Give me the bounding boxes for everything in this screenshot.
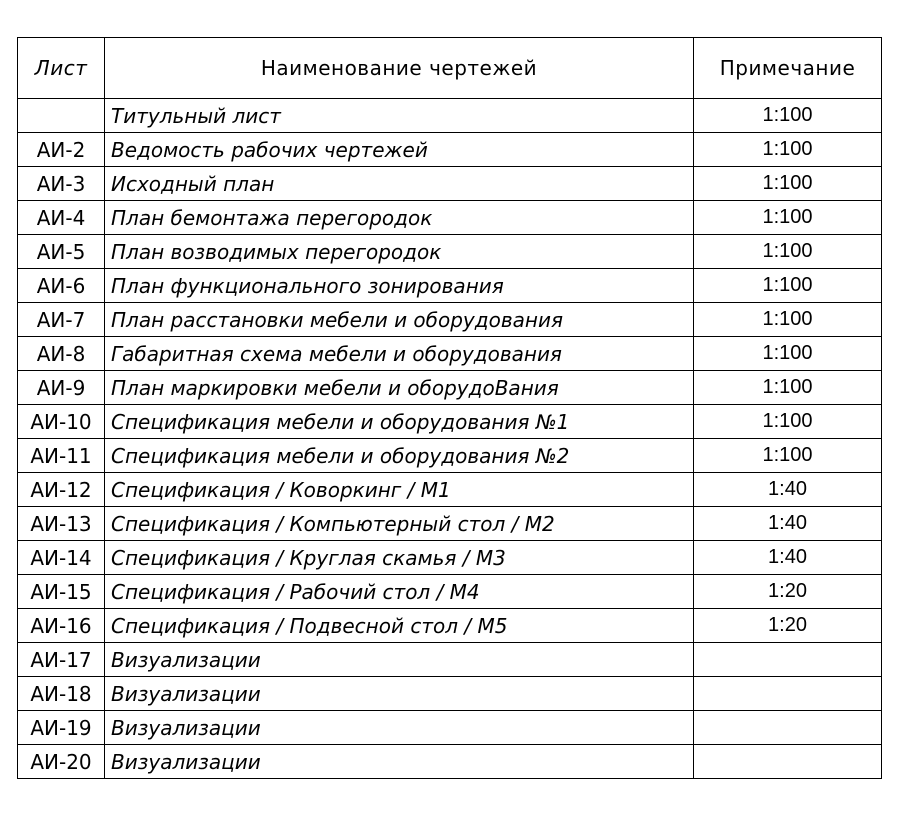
note-cell: 1:100: [694, 303, 882, 337]
sheet-number-cell: АИ-14: [18, 541, 105, 575]
sheet-number-cell: АИ-18: [18, 677, 105, 711]
drawing-name-cell: Спецификация мебели и оборудования №1: [105, 405, 694, 439]
drawing-name-cell: Титульный лист: [105, 99, 694, 133]
note-cell: 1:100: [694, 371, 882, 405]
table-row: [18, 201, 882, 235]
table-row: [18, 269, 882, 303]
drawing-name-cell: Спецификация / Круглая скамья / М3: [105, 541, 694, 575]
drawing-name-cell: План возводимых перегородок: [105, 235, 694, 269]
sheet-number-cell: АИ-8: [18, 337, 105, 371]
table-row: [18, 609, 882, 643]
drawing-name-cell: Визуализации: [105, 643, 694, 677]
table-body: [18, 99, 882, 779]
table-row: [18, 405, 882, 439]
drawing-name-cell: План расстановки мебели и оборудования: [105, 303, 694, 337]
drawing-name-cell: Спецификация / Рабочий стол / М4: [105, 575, 694, 609]
note-cell: 1:40: [694, 507, 882, 541]
note-cell: 1:100: [694, 167, 882, 201]
note-cell: 1:100: [694, 99, 882, 133]
sheet-number-cell: АИ-19: [18, 711, 105, 745]
table-row: [18, 439, 882, 473]
drawing-name-cell: Визуализации: [105, 745, 694, 779]
table-row: [18, 337, 882, 371]
sheet-number-cell: АИ-10: [18, 405, 105, 439]
drawing-name-cell: Исходный план: [105, 167, 694, 201]
note-cell: 1:40: [694, 473, 882, 507]
note-cell: 1:100: [694, 269, 882, 303]
note-cell: 1:100: [694, 405, 882, 439]
drawing-name-cell: Габаритная схема мебели и оборудования: [105, 337, 694, 371]
header-note: Примечание: [694, 38, 882, 99]
note-cell: 1:40: [694, 541, 882, 575]
table-header-row: [18, 38, 882, 99]
drawing-name-cell: Визуализации: [105, 711, 694, 745]
sheet-number-cell: АИ-13: [18, 507, 105, 541]
table-row: [18, 99, 882, 133]
table-row: [18, 575, 882, 609]
sheet-number-cell: АИ-3: [18, 167, 105, 201]
table-row: [18, 711, 882, 745]
note-cell: 1:20: [694, 575, 882, 609]
drawing-name-cell: Визуализации: [105, 677, 694, 711]
table-row: [18, 133, 882, 167]
drawing-name-cell: План маркировки мебели и оборудоВания: [105, 371, 694, 405]
drawing-name-cell: Спецификация мебели и оборудования №2: [105, 439, 694, 473]
drawing-name-cell: Ведомость рабочих чертежей: [105, 133, 694, 167]
header-name: Наименование чертежей: [105, 38, 694, 99]
sheet-number-cell: АИ-15: [18, 575, 105, 609]
table-row: [18, 167, 882, 201]
note-cell: [694, 643, 882, 677]
note-cell: 1:20: [694, 609, 882, 643]
sheet-number-cell: АИ-2: [18, 133, 105, 167]
drawings-register-table: [17, 37, 882, 779]
sheet-number-cell: АИ-4: [18, 201, 105, 235]
drawing-name-cell: Спецификация / Подвесной стол / М5: [105, 609, 694, 643]
note-cell: 1:100: [694, 337, 882, 371]
table-row: [18, 235, 882, 269]
sheet-number-cell: [18, 99, 105, 133]
sheet-number-cell: АИ-9: [18, 371, 105, 405]
sheet-number-cell: АИ-11: [18, 439, 105, 473]
drawing-name-cell: Спецификация / Компьютерный стол / М2: [105, 507, 694, 541]
sheet-number-cell: АИ-16: [18, 609, 105, 643]
table-row: [18, 303, 882, 337]
sheet-number-cell: АИ-17: [18, 643, 105, 677]
sheet-number-cell: АИ-12: [18, 473, 105, 507]
note-cell: [694, 711, 882, 745]
drawing-name-cell: Спецификация / Коворкинг / М1: [105, 473, 694, 507]
note-cell: [694, 745, 882, 779]
table-row: [18, 541, 882, 575]
table-row: [18, 643, 882, 677]
sheet-number-cell: АИ-5: [18, 235, 105, 269]
note-cell: 1:100: [694, 201, 882, 235]
note-cell: 1:100: [694, 439, 882, 473]
drawing-name-cell: План бемонтажа перегородок: [105, 201, 694, 235]
table-row: [18, 507, 882, 541]
sheet-number-cell: АИ-6: [18, 269, 105, 303]
drawing-name-cell: План функционального зонирования: [105, 269, 694, 303]
table-row: [18, 371, 882, 405]
header-sheet: Лист: [18, 38, 105, 99]
sheet-number-cell: АИ-7: [18, 303, 105, 337]
note-cell: 1:100: [694, 235, 882, 269]
table-row: [18, 473, 882, 507]
note-cell: [694, 677, 882, 711]
table-row: [18, 677, 882, 711]
note-cell: 1:100: [694, 133, 882, 167]
sheet-number-cell: АИ-20: [18, 745, 105, 779]
table-row: [18, 745, 882, 779]
